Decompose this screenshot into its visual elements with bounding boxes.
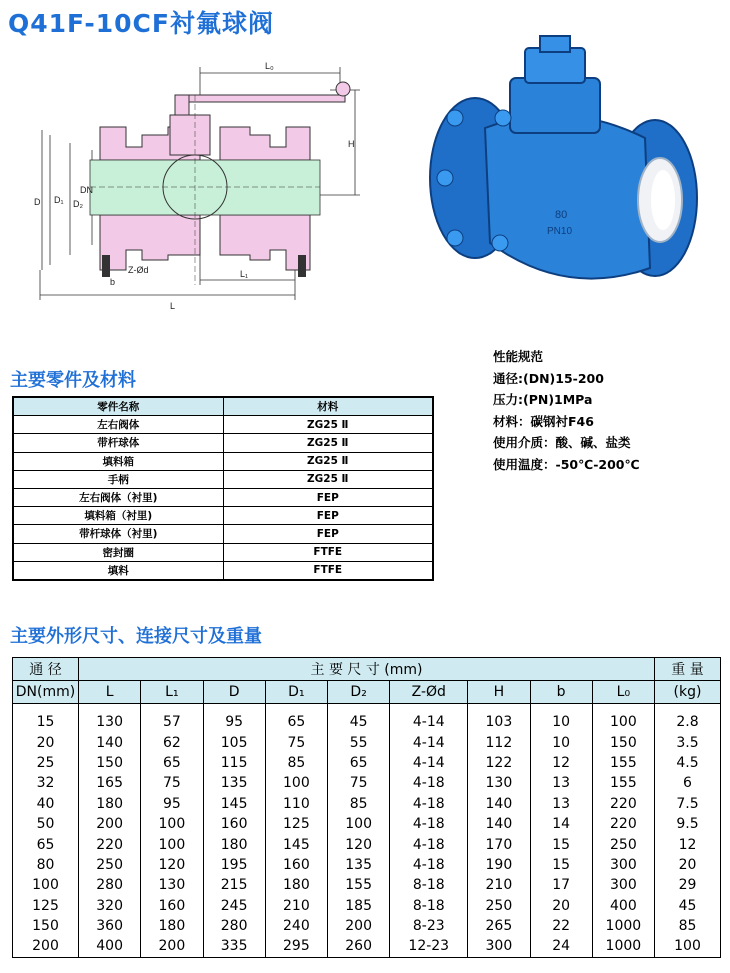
table-cell: 15	[530, 834, 592, 854]
table-cell: 180	[265, 875, 327, 895]
table-cell: 22	[530, 916, 592, 936]
part-name: 填料箱（衬里)	[13, 507, 223, 525]
table-cell: 215	[203, 875, 265, 895]
table-cell: 155	[592, 773, 654, 793]
body-mark-pn: PN10	[547, 226, 573, 237]
table-cell: 57	[141, 704, 203, 733]
part-material: ZG25 Ⅱ	[223, 416, 433, 434]
table-row	[13, 543, 433, 561]
table-cell: 4-18	[390, 794, 468, 814]
table-cell: 65	[265, 704, 327, 733]
table-cell: 122	[468, 753, 530, 773]
table-cell: 130	[468, 773, 530, 793]
table-cell: 130	[79, 704, 141, 733]
table-cell: 4-14	[390, 753, 468, 773]
table-cell: 45	[655, 896, 721, 916]
dim-label-l1: L₁	[240, 269, 249, 279]
table-cell: 4.5	[655, 753, 721, 773]
table-cell: 8-18	[390, 896, 468, 916]
column-header: D₂	[328, 681, 390, 704]
table-cell: 200	[141, 936, 203, 957]
table-cell: 65	[328, 753, 390, 773]
table-row	[13, 814, 721, 834]
performance-spec	[493, 346, 640, 475]
table-cell: 300	[468, 936, 530, 957]
dimensions-table-body	[13, 704, 721, 958]
table-row	[13, 896, 721, 916]
table-cell: 32	[13, 773, 79, 793]
table-cell: 20	[13, 732, 79, 752]
table-cell: 4-18	[390, 834, 468, 854]
table-cell: 10	[530, 732, 592, 752]
table-cell: 210	[468, 875, 530, 895]
table-cell: 112	[468, 732, 530, 752]
weight-unit-header: (kg)	[655, 681, 721, 704]
parts-materials-table	[12, 396, 434, 581]
table-cell: 265	[468, 916, 530, 936]
table-cell: 245	[203, 896, 265, 916]
table-cell: 1000	[592, 916, 654, 936]
table-cell: 29	[655, 875, 721, 895]
part-name: 密封圈	[13, 543, 223, 561]
valve-product-photo	[415, 28, 705, 313]
dim-label-l: L	[170, 301, 176, 311]
page-title: Q41F-10CF衬氟球阀	[8, 9, 274, 38]
table-cell: 65	[13, 834, 79, 854]
table-cell: 50	[13, 814, 79, 834]
part-name: 带杆球体（衬里)	[13, 525, 223, 543]
table-cell: 250	[592, 834, 654, 854]
table-row	[13, 753, 721, 773]
table-cell: 210	[265, 896, 327, 916]
weight-header: 重 量	[655, 658, 721, 681]
table-cell: 20	[530, 896, 592, 916]
table-cell: 300	[592, 875, 654, 895]
dim-label-h: H	[348, 139, 355, 149]
part-material: ZG25 Ⅱ	[223, 452, 433, 470]
spec-line: 通径:(DN)15-200	[493, 370, 604, 386]
dn-unit-header: DN(mm)	[13, 681, 79, 704]
column-header: H	[468, 681, 530, 704]
part-material: ZG25 Ⅱ	[223, 434, 433, 452]
table-row	[13, 794, 721, 814]
table-row	[13, 416, 433, 434]
table-cell: 200	[328, 916, 390, 936]
table-row	[13, 936, 721, 957]
table-cell: 62	[141, 732, 203, 752]
table-cell: 13	[530, 773, 592, 793]
part-name: 填料	[13, 561, 223, 580]
table-cell: 140	[468, 814, 530, 834]
table-cell: 80	[13, 855, 79, 875]
table-cell: 14	[530, 814, 592, 834]
table-row	[13, 488, 433, 506]
valve-section-drawing	[30, 55, 360, 313]
column-header: Z-Ød	[390, 681, 468, 704]
table-cell: 400	[79, 936, 141, 957]
table-cell: 260	[328, 936, 390, 957]
table-cell: 280	[203, 916, 265, 936]
table-cell: 3.5	[655, 732, 721, 752]
table-cell: 115	[203, 753, 265, 773]
table-cell: 105	[203, 732, 265, 752]
table-cell: 8-18	[390, 875, 468, 895]
table-cell: 160	[203, 814, 265, 834]
table-cell: 85	[328, 794, 390, 814]
table-row	[13, 732, 721, 752]
spec-heading: 性能规范	[493, 349, 544, 364]
table-cell: 8-23	[390, 916, 468, 936]
main-dimensions-header: 主 要 尺 寸 (mm)	[79, 658, 655, 681]
table-cell: 25	[13, 753, 79, 773]
part-name: 填料箱	[13, 452, 223, 470]
part-material: ZG25 Ⅱ	[223, 470, 433, 488]
table-cell: 130	[141, 875, 203, 895]
table-row	[13, 916, 721, 936]
table-cell: 75	[141, 773, 203, 793]
table-cell: 100	[141, 834, 203, 854]
table-cell: 100	[592, 704, 654, 733]
table-cell: 180	[79, 794, 141, 814]
table-cell: 220	[79, 834, 141, 854]
table-cell: 12-23	[390, 936, 468, 957]
dn-header: 通 径	[13, 658, 79, 681]
table-cell: 220	[592, 814, 654, 834]
table-cell: 10	[530, 704, 592, 733]
table-row	[13, 834, 721, 854]
dim-label-d2: D₂	[73, 199, 83, 209]
table-cell: 20	[655, 855, 721, 875]
table-cell: 240	[265, 916, 327, 936]
table-cell: 100	[141, 814, 203, 834]
table-cell: 75	[265, 732, 327, 752]
table-cell: 220	[592, 794, 654, 814]
part-name: 左右阀体（衬里)	[13, 488, 223, 506]
parts-section-heading: 主要零件及材料	[10, 370, 136, 391]
table-cell: 160	[265, 855, 327, 875]
table-cell: 180	[203, 834, 265, 854]
dim-label-dn: DN	[80, 185, 93, 195]
table-row	[13, 525, 433, 543]
column-header: L₁	[141, 681, 203, 704]
table-cell: 85	[265, 753, 327, 773]
table-cell: 110	[265, 794, 327, 814]
column-header: 材料	[223, 397, 433, 416]
table-cell: 125	[13, 896, 79, 916]
table-header-row	[13, 397, 433, 416]
table-cell: 12	[655, 834, 721, 854]
table-cell: 145	[265, 834, 327, 854]
part-name: 带杆球体	[13, 434, 223, 452]
table-cell: 125	[265, 814, 327, 834]
table-cell: 17	[530, 875, 592, 895]
spec-line: 使用介质：酸、碱、盐类	[493, 435, 631, 450]
table-cell: 180	[141, 916, 203, 936]
dim-label-zd: Z-Ød	[128, 265, 149, 275]
table-cell: 300	[592, 855, 654, 875]
table-cell: 4-14	[390, 732, 468, 752]
table-cell: 200	[79, 814, 141, 834]
table-cell: 150	[79, 753, 141, 773]
table-cell: 103	[468, 704, 530, 733]
column-header: 零件名称	[13, 397, 223, 416]
table-cell: 155	[592, 753, 654, 773]
table-cell: 250	[468, 896, 530, 916]
table-row	[13, 704, 721, 733]
table-row	[13, 875, 721, 895]
table-cell: 150	[13, 916, 79, 936]
table-cell: 4-18	[390, 814, 468, 834]
table-header-row	[13, 681, 721, 704]
table-cell: 65	[141, 753, 203, 773]
dim-label-b: b	[110, 277, 116, 287]
table-cell: 190	[468, 855, 530, 875]
table-cell: 145	[203, 794, 265, 814]
part-name: 左右阀体	[13, 416, 223, 434]
table-row	[13, 434, 433, 452]
table-cell: 250	[79, 855, 141, 875]
table-cell: 12	[530, 753, 592, 773]
column-header: D	[203, 681, 265, 704]
table-cell: 360	[79, 916, 141, 936]
table-cell: 100	[13, 875, 79, 895]
table-row	[13, 855, 721, 875]
table-cell: 55	[328, 732, 390, 752]
part-material: FEP	[223, 507, 433, 525]
table-cell: 4-18	[390, 773, 468, 793]
table-cell: 95	[203, 704, 265, 733]
part-material: FEP	[223, 488, 433, 506]
table-cell: 120	[328, 834, 390, 854]
table-cell: 15	[13, 704, 79, 733]
table-cell: 100	[655, 936, 721, 957]
table-cell: 295	[265, 936, 327, 957]
table-cell: 24	[530, 936, 592, 957]
table-cell: 280	[79, 875, 141, 895]
table-cell: 155	[328, 875, 390, 895]
dim-label-d1: D₁	[54, 195, 64, 205]
part-material: FTFE	[223, 561, 433, 580]
table-cell: 160	[141, 896, 203, 916]
table-cell: 7.5	[655, 794, 721, 814]
spec-line: 使用温度：-50℃-200℃	[493, 456, 640, 472]
table-cell: 335	[203, 936, 265, 957]
table-cell: 13	[530, 794, 592, 814]
table-cell: 400	[592, 896, 654, 916]
table-cell: 120	[141, 855, 203, 875]
table-cell: 100	[265, 773, 327, 793]
table-cell: 45	[328, 704, 390, 733]
table-cell: 140	[79, 732, 141, 752]
table-cell: 4-18	[390, 855, 468, 875]
table-cell: 140	[468, 794, 530, 814]
table-cell: 1000	[592, 936, 654, 957]
table-cell: 135	[328, 855, 390, 875]
dim-label-l0: L₀	[265, 61, 274, 71]
table-cell: 9.5	[655, 814, 721, 834]
table-cell: 2.8	[655, 704, 721, 733]
table-row	[13, 470, 433, 488]
table-cell: 6	[655, 773, 721, 793]
table-cell: 135	[203, 773, 265, 793]
dimensions-table	[12, 657, 721, 958]
table-row	[13, 507, 433, 525]
spec-line: 压力:(PN)1MPa	[493, 392, 593, 407]
table-cell: 40	[13, 794, 79, 814]
table-row	[13, 452, 433, 470]
column-header: L₀	[592, 681, 654, 704]
table-cell: 195	[203, 855, 265, 875]
part-material: FEP	[223, 525, 433, 543]
table-row	[13, 773, 721, 793]
part-name: 手柄	[13, 470, 223, 488]
table-cell: 165	[79, 773, 141, 793]
table-cell: 320	[79, 896, 141, 916]
column-header: b	[530, 681, 592, 704]
dim-label-d: D	[34, 197, 41, 207]
table-cell: 15	[530, 855, 592, 875]
table-cell: 75	[328, 773, 390, 793]
column-header: D₁	[265, 681, 327, 704]
table-cell: 95	[141, 794, 203, 814]
table-cell: 100	[328, 814, 390, 834]
body-mark-dn: 80	[555, 209, 568, 221]
table-cell: 85	[655, 916, 721, 936]
table-row	[13, 561, 433, 580]
part-material: FTFE	[223, 543, 433, 561]
table-cell: 185	[328, 896, 390, 916]
spec-line: 材料：碳钢衬F46	[493, 413, 594, 429]
table-header-row	[13, 658, 721, 681]
dimensions-section-heading: 主要外形尺寸、连接尺寸及重量	[10, 626, 262, 647]
table-cell: 200	[13, 936, 79, 957]
table-cell: 4-14	[390, 704, 468, 733]
table-cell: 170	[468, 834, 530, 854]
table-cell: 150	[592, 732, 654, 752]
column-header: L	[79, 681, 141, 704]
